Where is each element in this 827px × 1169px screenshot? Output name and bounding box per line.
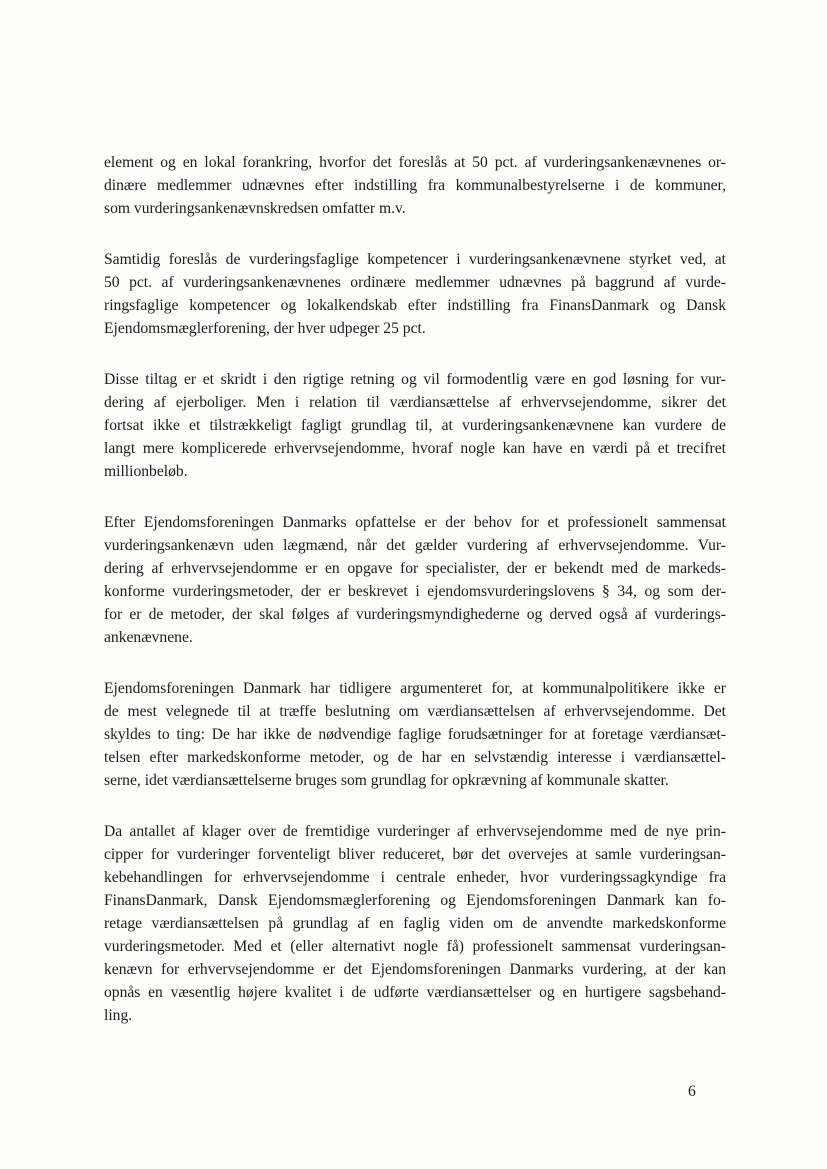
text-line: konforme vurderingsmetoder, der er beskrevet i ejendomsvurderingslovens § 34, og som der-: [104, 583, 726, 600]
text-line: som vurderingsankenævnskredsen omfatter m.v.: [104, 200, 406, 217]
text-line: Ejendomsforeningen Danmark har tidligere argumenteret for, at kommunalpolitikere ikke er: [104, 680, 726, 697]
paragraph: [104, 151, 726, 220]
body-text: [104, 151, 726, 1055]
text-line: ringsfaglige kompetencer og lokalkendskab efter indstilling fra FinansDanmark og Dansk: [104, 297, 726, 314]
text-line: dering af erhvervsejendomme er en opgave for specialister, der er bekendt med de markeds-: [104, 560, 726, 577]
text-line: fortsat ikke et tilstrækkeligt fagligt grundlag til, at vurderingsankenævnene kan vurdere de: [104, 417, 726, 434]
paragraph: [104, 820, 726, 1027]
text-line: FinansDanmark, Dansk Ejendomsmæglerforening og Ejendomsforeningen Danmark kan fo-: [104, 892, 726, 909]
text-line: opnås en væsentlig højere kvalitet i de udførte værdiansættelser og en hurtigere sagsbehand-: [104, 984, 726, 1001]
text-line: element og en lokal forankring, hvorfor det foreslås at 50 pct. af vurderingsankenævnenes or-: [104, 154, 726, 171]
text-line: for er de metoder, der skal følges af vurderingsmyndighederne og derved også af vurderings-: [104, 606, 726, 623]
text-line: vurderingsankenævn uden lægmænd, når det gælder vurdering af erhvervsejendomme. Vur-: [104, 537, 726, 554]
text-line: ling.: [104, 1007, 133, 1024]
text-line: 50 pct. af vurderingsankenævnenes ordinære medlemmer udnævnes på baggrund af vurde-: [104, 274, 726, 291]
text-line: langt mere komplicerede erhvervsejendomme, hvoraf nogle kan have en værdi på et trecifret: [104, 440, 726, 457]
text-line: serne, idet værdiansættelserne bruges som grundlag for opkrævning af kommunale skatter.: [104, 772, 669, 789]
text-line: cipper for vurderinger forventeligt bliver reduceret, bør det overvejes at samle vurderingsan-: [104, 846, 726, 863]
text-line: skyldes to ting: De har ikke de nødvendige faglige forudsætninger for at foretage værdiansæt-: [104, 726, 726, 743]
text-line: dinære medlemmer udnævnes efter indstilling fra kommunalbestyrelserne i de kommuner,: [104, 177, 726, 194]
text-line: ankenævnene.: [104, 629, 193, 646]
page-number: 6: [688, 1083, 696, 1100]
text-line: millionbeløb.: [104, 463, 188, 480]
text-line: retage værdiansættelsen på grundlag af en faglig viden om de anvendte markedskonforme: [104, 915, 726, 932]
text-line: Da antallet af klager over de fremtidige vurderinger af erhvervsejendomme med de nye prin-: [104, 823, 726, 840]
text-line: vurderingsmetoder. Med et (eller alternativt nogle få) professionelt sammensat vurderingsan-: [104, 938, 726, 955]
text-line: telsen efter markedskonforme metoder, og de har en selvstændig interesse i værdiansættel-: [104, 749, 726, 766]
paragraph: [104, 368, 726, 483]
text-line: kebehandlingen for erhvervsejendomme i centrale enheder, hvor vurderingssagkyndige fra: [104, 869, 726, 886]
text-line: Efter Ejendomsforeningen Danmarks opfattelse er der behov for et professionelt sammensat: [104, 514, 726, 531]
text-line: Disse tiltag er et skridt i den rigtige retning og vil formodentlig være en god løsning for vur-: [104, 371, 726, 388]
paragraph: [104, 511, 726, 649]
paragraph: [104, 248, 726, 340]
text-line: dering af ejerboliger. Men i relation til værdiansættelse af erhvervsejendomme, sikrer det: [104, 394, 726, 411]
text-line: Ejendomsmæglerforening, der hver udpeger 25 pct.: [104, 320, 426, 337]
paragraph: [104, 677, 726, 792]
text-line: kenævn for erhvervsejendomme er det Ejendomsforeningen Danmarks vurdering, at der kan: [104, 961, 726, 978]
text-line: de mest velegnede til at træffe beslutning om værdiansættelsen af erhvervsejendomme. Det: [104, 703, 726, 720]
text-line: Samtidig foreslås de vurderingsfaglige kompetencer i vurderingsankenævnene styrket ved, at: [104, 251, 726, 268]
